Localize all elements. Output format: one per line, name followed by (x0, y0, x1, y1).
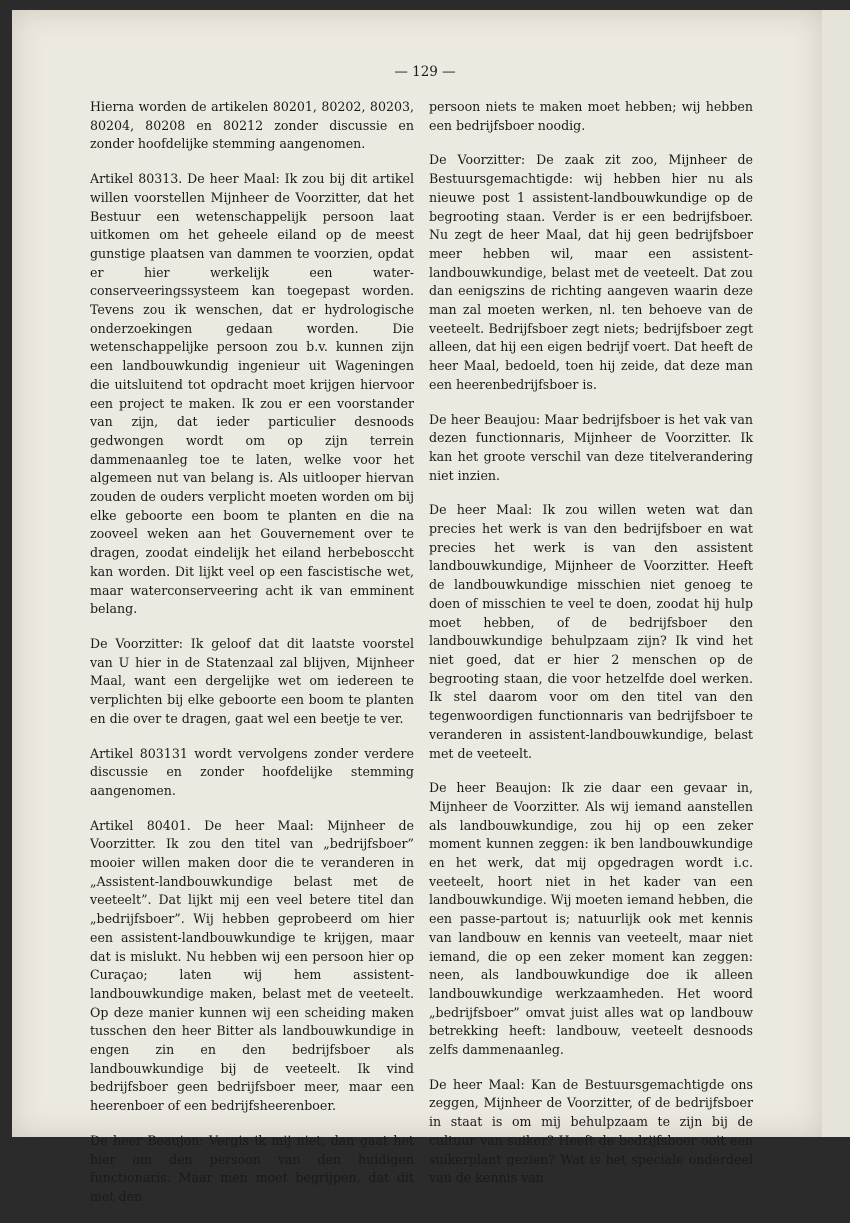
paragraph: persoon niets te maken moet hebben; wij hebben een bedrijfsboer noodig. (429, 99, 753, 133)
paragraph: Artikel 80313. De heer Maal: Ik zou bij dit artikel willen voorstellen Mijnheer de Voorzitter, dat het Bestuur een wetenschappelijk persoon laat uitkomen om het geheele eiland op de meest gunstige plaatsen van dammen te voorzien, opdat er hier werkelijk een water-conserveeringssysteem kan toegepast worden. Tevens zou ik wenschen, dat er hydrologische onderzoekingen gedaan worden. Die wetenschappelijke persoon zou b.v. kunnen zijn een landbouwkundig ingenieur uit Wageningen die uitsluitend tot opdracht moet krijgen hiervoor een project te maken. Ik zou er een voorstander van zijn, dat ieder particulier desnoods gedwongen wordt om op zijn terrein dammenaanleg toe te laten, welke voor het algemeen nut van belang is. Als uitlooper hiervan zouden de ouders verplicht moeten worden om bij elke geboorte een boom te planten en die na zooveel weken aan het Gouvernement over te dragen, zoodat eindelijk het eiland herbebosccht kan worden. Dit lijkt veel op een fascistische wet, maar waterconserveering acht ik van emminent belang. (90, 171, 414, 617)
paragraph: Hierna worden de artikelen 80201, 80202, 80203, 80204, 80208 en 80212 zonder discussie en zonder hoofdelijke stemming aangenomen. (90, 99, 414, 152)
paragraph: Artikel 803131 wordt vervolgens zonder verdere discussie en zonder hoofdelijke stemming aangenomen. (90, 745, 414, 798)
page-edge (822, 10, 850, 1137)
paragraph: De Voorzitter: De zaak zit zoo, Mijnheer de Bestuursgemachtigde: wij hebben hier nu als nieuwe post 1 assistent-landbouwkundige op de begrooting staan. Verder is er een bedrijfsboer. Nu zegt de heer Maal, dat hij geen bedrijfsboer meer hebben wil, maar een assistent-landbouwkundige, belast met de veeteelt. Dat zou dan eenigszins de richting aangeven waarin deze man zal moeten werken, nl. ten behoeve van de veeteelt. Bedrijfsboer zegt niets; bedrijfsboer zegt alleen, dat hij een eigen bedrijf voert. Dat heeft de heer Maal, bedoeld, toen hij zeide, dat deze man een heerenbedrijfsboer is. (429, 152, 753, 392)
paragraph: De heer Beaujou: Maar bedrijfsboer is het vak van dezen functionnaris, Mijnheer de Voorzitter. Ik kan het groote verschil van deze titelverandering niet inzien. (429, 411, 753, 483)
paragraph: De heer Beaujon: Vergis ik mij niet, dan gaat het hier om den persoon van den huidigen functionaris. Maar men moet begrijpen, dat dit met den (90, 1132, 414, 1204)
paragraph: De heer Maal: Kan de Bestuursgemachtigde ons zeggen, Mijnheer de Voorzitter, of de bedrijfsboer in staat is om mij behulpzaam te zijn bij de cultuur van suiker? Heeft de bedrijfsboer ooit een suikerplant gezien? Wat is het speciale onderdeel van de kennis van (429, 1076, 753, 1186)
paragraph: De heer Maal: Ik zou willen weten wat dan precies het werk is van den bedrijfsboer en wat precies het werk is van den assistent landbouwkundige, Mijnheer de Voorzitter. Heeft de landbouwkundige misschien niet genoeg te doen of misschien te veel te doen, zoodat hij hulp moet hebben, of de bedrijfsboer den landbouwkundige behulpzaam zijn? Ik vind het niet goed, dat er hier 2 menschen op de begrooting staan, die voor hetzelfde doel werken. Ik stel daarom voor om den titel van den tegenwoordigen functionnaris van bedrijfsboer te veranderen in assistent-landbouwkundige, belast met de veeteelt. (429, 502, 753, 761)
paragraph: De heer Beaujon: Ik zie daar een gevaar in, Mijnheer de Voorzitter. Als wij iemand aanstellen als landbouwkundige, zou hij op een zeker moment kunnen zeggen: ik ben landbouwkundige en het werk, dat mij opgedragen wordt i.c. veeteelt, hoort niet in het kader van een landbouwkundige. Wij moeten iemand hebben, die een passe-partout is; natuurlijk ook met kennis van landbouw en kennis van veeteelt, maar niet iemand, die op een zeker moment kan zeggen: neen, als landbouwkundige doe ik alleen landbouwkundige werkzaamheden. Het woord „bedrijfsboer” omvat juist alles wat op landbouw betrekking heeft: landbouw, veeteelt desnoods zelfs dammenaanleg. (429, 780, 753, 1058)
left-column (90, 98, 414, 1223)
right-column (429, 98, 753, 1204)
page-number: — 129 — (394, 64, 456, 80)
paragraph: Artikel 80401. De heer Maal: Mijnheer de Voorzitter. Ik zou den titel van „bedrijfsboer” mooier willen maken door die te veranderen in „Assistent-landbouwkundige belast met de veeteelt”. Dat lijkt mij een veel betere titel dan „bedrijfsboer”. Wij hebben geprobeerd om hier een assistent-landbouwkundige te krijgen, maar dat is mislukt. Nu hebben wij een persoon hier op Curaçao; laten wij hem assistent-landbouwkundige maken, belast met de veeteelt. Op deze manier kunnen wij een scheiding maken tusschen den heer Bitter als landbouwkundige in engen zin en den bedrijfsboer als landbouwkundige bij de veeteelt. Ik vind bedrijfsboer geen bedrijfsboer meer, maar een heerenboer of een bedrijfsheerenboer. (90, 817, 414, 1114)
paragraph: De Voorzitter: Ik geloof dat dit laatste voorstel van U hier in de Statenzaal zal blijven, Mijnheer Maal, want een dergelijke wet om iedereen te verplichten bij elke geboorte een boom te planten en die over te dragen, gaat wel een beetje te ver. (90, 635, 414, 726)
